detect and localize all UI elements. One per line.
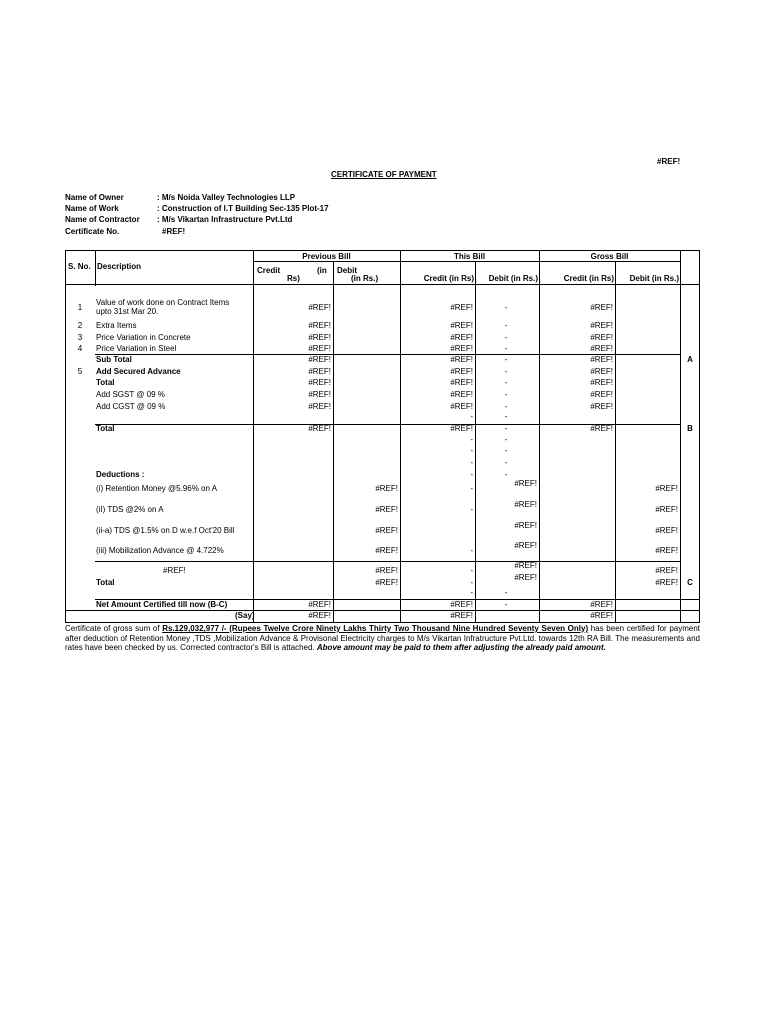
footer-emphasis: Above amount may be paid to them after adjusting the already paid amount. [316, 643, 606, 652]
this-debit-value: #REF! [514, 500, 537, 509]
this-credit-value: #REF! [450, 321, 473, 330]
row-description: Total [96, 578, 115, 587]
row-description: Total [96, 378, 115, 387]
this-debit-value: - [504, 355, 508, 364]
info-label: Name of Contractor [65, 215, 140, 224]
this-debit-value: - [504, 378, 508, 387]
this-debit-value: - [504, 333, 508, 342]
this-credit-value: - [470, 458, 473, 467]
gross-credit-value: #REF! [590, 424, 613, 433]
this-credit-value: #REF! [450, 355, 473, 364]
row-description: (iii) Mobilization Advance @ 4.722% [96, 546, 224, 555]
prev-debit-value: #REF! [375, 578, 398, 587]
info-label: Name of Owner [65, 193, 124, 202]
gross-debit-value: #REF! [655, 578, 678, 587]
header-this-credit: Credit (in Rs) [423, 274, 474, 283]
info-label: Certificate No. [65, 227, 120, 236]
prev-debit-value: #REF! [375, 566, 398, 575]
prev-credit-value: #REF! [308, 321, 331, 330]
this-credit-value: - [470, 566, 473, 575]
gross-credit-value: #REF! [590, 333, 613, 342]
this-debit-value: - [504, 458, 508, 467]
row-marker: C [687, 578, 693, 587]
prev-debit-value: #REF! [375, 526, 398, 535]
this-debit-value: - [504, 470, 508, 479]
row-description: Total [96, 424, 115, 433]
row-description: Add CGST @ 09 % [96, 402, 166, 411]
row-sno: 2 [77, 321, 83, 330]
prev-debit-value: #REF! [375, 484, 398, 493]
this-credit-value: #REF! [450, 378, 473, 387]
this-debit-value: - [504, 588, 508, 597]
row-description: Net Amount Certified till now (B-C) [96, 600, 228, 609]
this-debit-value: - [504, 424, 508, 433]
prev-credit-value: #REF! [308, 355, 331, 364]
top-ref: #REF! [657, 157, 681, 166]
footer-text-2: has been certified for payment after deduction of Retention Money ,TDS ,Mobilization Advance & Provisonal Electricity charges to M/s Vikartan Infratructure Pvt.Ltd. towards 12th RA Bill. The measurements and rates have been checked by us. Corrected contractor's Bill is attached. [65, 624, 701, 652]
gross-debit-value: #REF! [655, 566, 678, 575]
row-description: Price Variation in Steel [96, 344, 177, 353]
header-gross-credit: Credit (in Rs) [563, 274, 614, 283]
this-credit-value: - [470, 505, 473, 514]
gross-credit-value: #REF! [590, 355, 613, 364]
this-credit-value: - [470, 470, 473, 479]
info-value: #REF! [162, 227, 186, 236]
header-gross-bill: Gross Bill [590, 252, 629, 261]
this-debit-value: - [504, 390, 508, 399]
gross-credit-value: #REF! [590, 344, 613, 353]
col-line [680, 250, 681, 623]
prev-credit-value: #REF! [308, 344, 331, 353]
info-value: : M/s Noida Valley Technologies LLP [157, 193, 296, 202]
header-description: Description [97, 262, 142, 271]
row-sno: 4 [77, 344, 83, 353]
prev-credit-value: #REF! [308, 390, 331, 399]
gross-credit-value: #REF! [590, 600, 613, 609]
header-sno: S. No. [68, 262, 91, 271]
info-label: Name of Work [65, 204, 119, 213]
prev-credit-value: #REF! [308, 600, 331, 609]
prev-credit-value: #REF! [308, 378, 331, 387]
certificate-footer [65, 624, 700, 653]
row-marker: A [687, 355, 693, 364]
this-credit-value: #REF! [450, 600, 473, 609]
row-description: upto 31st Mar 20. [96, 307, 159, 316]
this-debit-value: - [504, 344, 508, 353]
header-gross-debit: Debit (in Rs.) [629, 274, 679, 283]
gross-credit-value: #REF! [590, 402, 613, 411]
gross-debit-value: #REF! [655, 505, 678, 514]
gross-debit-value: #REF! [655, 526, 678, 535]
this-debit-value: #REF! [514, 573, 537, 582]
this-debit-value: - [504, 303, 508, 312]
header-prev-debit: (in Rs.) [351, 274, 379, 283]
row-description: #REF! [163, 566, 186, 575]
this-debit-value: #REF! [514, 561, 537, 570]
header-prev-credit: (in [317, 266, 327, 275]
this-credit-value: #REF! [450, 303, 473, 312]
row-description: Price Variation in Concrete [96, 333, 191, 342]
this-debit-value: #REF! [514, 479, 537, 488]
this-credit-value: - [470, 435, 473, 444]
row-description: Extra Items [96, 321, 137, 330]
row-description: Add SGST @ 09 % [96, 390, 165, 399]
col-line [95, 250, 96, 286]
this-credit-value: - [470, 546, 473, 555]
this-debit-value: - [504, 402, 508, 411]
prev-credit-value: #REF! [308, 333, 331, 342]
this-credit-value: - [470, 412, 473, 421]
payment-table [65, 250, 700, 623]
row-rule [95, 561, 680, 562]
this-debit-value: - [504, 321, 508, 330]
this-credit-value: - [470, 484, 473, 493]
gross-credit-value: #REF! [590, 321, 613, 330]
table-border-top [65, 250, 700, 251]
info-value: : M/s Vikartan Infrastructure Pvt.Ltd [157, 215, 293, 224]
this-debit-value: #REF! [514, 521, 537, 530]
prev-credit-value: #REF! [308, 303, 331, 312]
this-credit-value: #REF! [450, 390, 473, 399]
gross-credit-value: #REF! [590, 390, 613, 399]
gross-credit-value: #REF! [590, 367, 613, 376]
row-description: (iI) TDS @2% on A [96, 505, 164, 514]
table-border-right [699, 250, 700, 623]
header-prev-credit: Credit [257, 266, 281, 275]
info-value: : Construction of I.T Building Sec-135 Plot-17 [157, 204, 329, 213]
header-prev-credit: Rs) [287, 274, 300, 283]
this-credit-value: - [470, 578, 473, 587]
gross-credit-value: #REF! [590, 303, 613, 312]
this-debit-value: #REF! [514, 541, 537, 550]
header-this-debit: Debit (in Rs.) [488, 274, 538, 283]
gross-credit-value: #REF! [590, 378, 613, 387]
header-prev-debit: Debit [337, 266, 357, 275]
row-description: Deductions : [96, 470, 145, 479]
certified-amount: Rs.129,032,977 /- (Rupees Twelve Crore Ninety Lakhs Thirty Two Thousand Nine Hundred Seventy Seven Only) [162, 624, 589, 633]
prev-credit-value: #REF! [308, 424, 331, 433]
row-description: (i) Retention Money @5.96% on A [96, 484, 218, 493]
this-debit-value: - [504, 412, 508, 421]
row-description: Add Secured Advance [96, 367, 181, 376]
page-title: CERTIFICATE OF PAYMENT [331, 170, 437, 179]
prev-debit-value: #REF! [375, 546, 398, 555]
row-sno: 5 [77, 367, 83, 376]
this-debit-value: - [504, 600, 508, 609]
header-bottom [65, 284, 700, 285]
this-credit-value: #REF! [450, 402, 473, 411]
row-description: (Say) [235, 611, 255, 620]
this-debit-value: - [504, 435, 508, 444]
row-description: Value of work done on Contract Items [96, 298, 230, 307]
row-description: Sub Total [96, 355, 132, 364]
gross-credit-value: #REF! [590, 611, 613, 620]
this-credit-value: #REF! [450, 333, 473, 342]
prev-credit-value: #REF! [308, 367, 331, 376]
this-debit-value: - [504, 446, 508, 455]
this-credit-value: - [470, 588, 473, 597]
table-border-bottom [65, 622, 700, 623]
prev-credit-value: #REF! [308, 611, 331, 620]
this-credit-value: #REF! [450, 344, 473, 353]
row-marker: B [687, 424, 693, 433]
this-credit-value: #REF! [450, 424, 473, 433]
this-debit-value: - [504, 367, 508, 376]
this-credit-value: - [470, 446, 473, 455]
header-previous-bill: Previous Bill [302, 252, 351, 261]
prev-debit-value: #REF! [375, 505, 398, 514]
header-this-bill: This Bill [453, 252, 486, 261]
gross-debit-value: #REF! [655, 484, 678, 493]
row-sno: 3 [77, 333, 83, 342]
this-credit-value: #REF! [450, 611, 473, 620]
row-description: (ii-a) TDS @1.5% on D w.e.f Oct'20 Bill [96, 526, 235, 535]
prev-credit-value: #REF! [308, 402, 331, 411]
row-sno: 1 [77, 303, 83, 312]
this-credit-value: #REF! [450, 367, 473, 376]
gross-debit-value: #REF! [655, 546, 678, 555]
footer-text-1: Certificate of gross sum of [65, 624, 163, 633]
